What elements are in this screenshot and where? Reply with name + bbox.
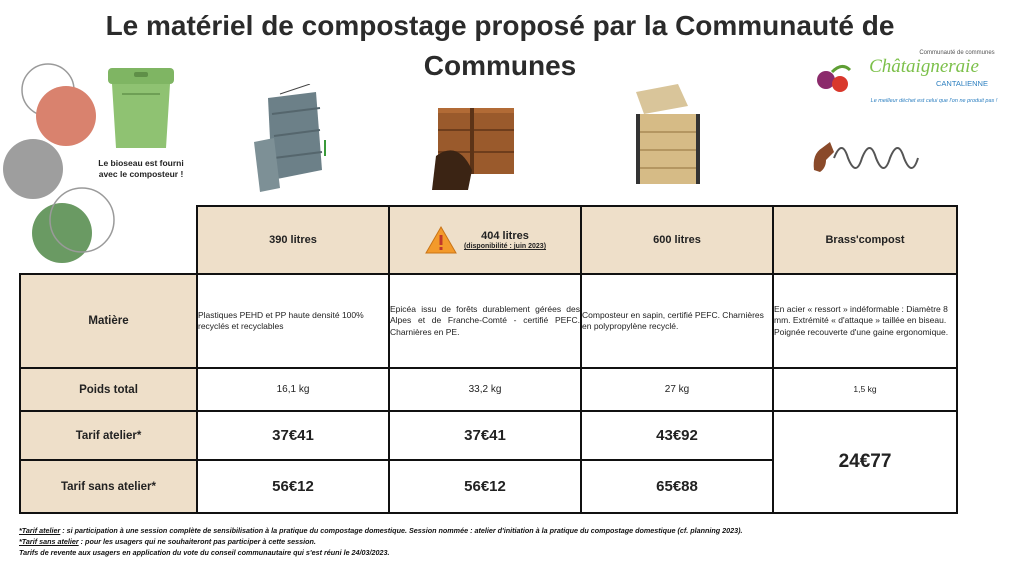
tarif-atelier-390: 37€41 bbox=[197, 411, 389, 460]
header-404-label: 404 litres bbox=[481, 230, 529, 242]
table-empty-corner bbox=[20, 206, 197, 274]
matiere-390: Plastiques PEHD et PP haute densité 100% recyclés et recyclables bbox=[197, 274, 389, 368]
row-label-poids: Poids total bbox=[20, 368, 197, 411]
wood-composter-404-image bbox=[428, 100, 520, 192]
footnote-key: *Tarif atelier bbox=[19, 526, 61, 535]
bioseau-caption-line2: avec le composteur ! bbox=[98, 169, 184, 179]
row-label-matiere: Matière bbox=[20, 274, 197, 368]
poids-600: 27 kg bbox=[581, 368, 773, 411]
tarif-atelier-600: 43€92 bbox=[581, 411, 773, 460]
page-title-line2: Communes bbox=[423, 50, 577, 81]
table-header-row bbox=[20, 206, 957, 274]
table-row-tarif-atelier bbox=[20, 411, 957, 460]
tarif-atelier-404: 37€41 bbox=[389, 411, 581, 460]
tarif-sans-600: 65€88 bbox=[581, 460, 773, 513]
page-title-line1: Le matériel de compostage proposé par la Communauté de bbox=[105, 10, 895, 41]
logo-subtitle: CANTALIENNE bbox=[936, 79, 988, 88]
header-600 bbox=[581, 206, 773, 274]
table-row-poids bbox=[20, 368, 957, 411]
matiere-404: Epicéa issu de forêts durablement gérées des Alpes et de Franche-Comté - certifié PEFC. Charnières en PE. bbox=[389, 274, 581, 368]
composter-comparison-table bbox=[19, 205, 958, 514]
footnote-text: : si participation à une session complète de sensibilisation à la pratique du compostage domestique. Session nommée : atelier d'initiation à la pratique du compostage domestique (cf. planning 2023). bbox=[60, 526, 743, 535]
row-label-tarif-sans-atelier: Tarif sans atelier* bbox=[20, 460, 197, 513]
header-600-label: 600 litres bbox=[653, 234, 701, 246]
warning-icon bbox=[424, 225, 458, 255]
decorative-salmon-circle bbox=[36, 86, 96, 146]
page-title bbox=[60, 6, 940, 86]
poids-390: 16,1 kg bbox=[197, 368, 389, 411]
decorative-grey-circle bbox=[3, 139, 63, 199]
bioseau-caption bbox=[86, 158, 196, 180]
header-390 bbox=[197, 206, 389, 274]
row-label-tarif-atelier: Tarif atelier* bbox=[20, 411, 197, 460]
tarif-sans-404: 56€12 bbox=[389, 460, 581, 513]
matiere-600: Composteur en sapin, certifié PEFC. Charnières en polypropylène recyclé. bbox=[581, 274, 773, 368]
tarif-sans-390: 56€12 bbox=[197, 460, 389, 513]
logo-fruit-icon bbox=[832, 76, 848, 92]
footnote-tarif-atelier bbox=[19, 526, 743, 535]
footnote-key: *Tarif sans atelier bbox=[19, 537, 79, 546]
footnote-text: : pour les usagers qui ne souhaiteront pas participer à cette session. bbox=[78, 537, 316, 546]
header-404 bbox=[389, 206, 581, 274]
logo-name: Châtaigneraie bbox=[869, 56, 979, 77]
wood-composter-600-image bbox=[628, 80, 710, 192]
poids-404: 33,2 kg bbox=[389, 368, 581, 411]
chataigneraie-logo bbox=[812, 42, 1012, 112]
brasscompost-image bbox=[808, 132, 928, 180]
logo-fruit-icon bbox=[817, 71, 835, 89]
tarif-brasscompost: 24€77 bbox=[773, 411, 957, 513]
bioseau-image bbox=[102, 64, 182, 154]
header-brasscompost-label: Brass'compost bbox=[825, 234, 905, 246]
header-404-availability: (disponibilité : juin 2023) bbox=[463, 243, 547, 250]
header-brasscompost bbox=[773, 206, 957, 274]
header-390-label: 390 litres bbox=[269, 234, 317, 246]
plastic-composter-image bbox=[250, 84, 332, 194]
table-row-matiere bbox=[20, 274, 957, 368]
poids-brasscompost: 1,5 kg bbox=[773, 368, 957, 411]
logo-small-text: Communauté de communes bbox=[919, 50, 995, 56]
matiere-brasscompost: En acier « ressort » indéformable : Diamètre 8 mm. Extrémité « d'attaque » taillée en biseau. Poignée recouverte d'une gaine ergonomique. bbox=[773, 274, 957, 368]
logo-slogan: Le meilleur déchet est celui que l'on ne produit pas ! bbox=[870, 98, 998, 104]
footnote-tarifs-revente: Tarifs de revente aux usagers en application du vote du conseil communautaire qui s'est réuni le 24/03/2023. bbox=[19, 548, 390, 557]
bioseau-caption-line1: Le bioseau est fourni bbox=[98, 158, 184, 168]
footnote-tarif-sans-atelier bbox=[19, 537, 316, 546]
